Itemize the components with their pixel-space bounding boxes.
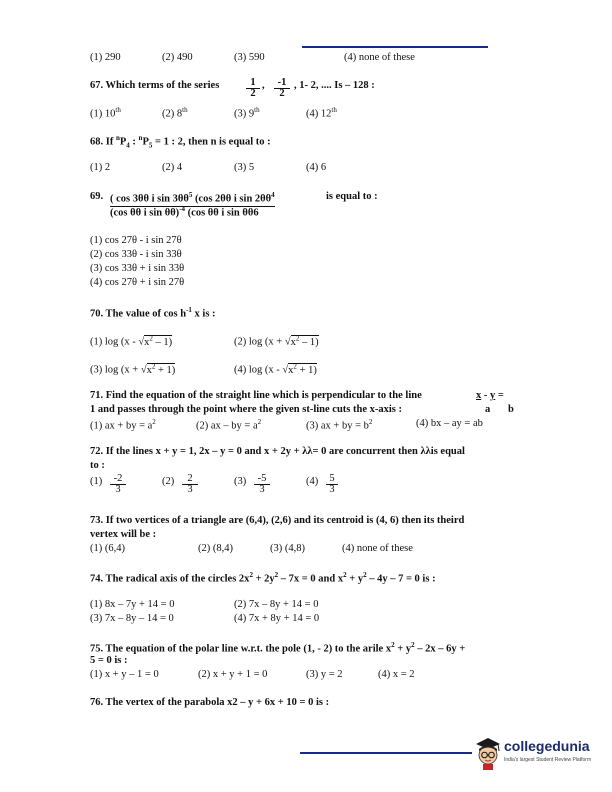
q73-line-1: 73. If two vertices of a triangle are (6,4), (2,6) and its centroid is (4, 6) then its theird bbox=[90, 515, 465, 526]
q67-option-1: (1) 10th bbox=[90, 106, 121, 120]
top-rule bbox=[302, 46, 488, 48]
q72-option-1-label: (1) bbox=[90, 476, 103, 487]
q74-option-2: (2) 7x – 8y + 14 = 0 bbox=[234, 599, 319, 610]
q67-fraction-1: $\frac{1}{2}$ bbox=[246, 78, 260, 99]
q72-line-1: 72. If the lines x + y = 1, 2x – y = 0 and x + 2y + λλ= 0 are concurrent then λλis equal bbox=[90, 446, 465, 457]
q75-option-3: (3) y = 2 bbox=[306, 669, 343, 680]
q70-stem: 70. The value of $\cos h^{-1}$ x is : bbox=[90, 306, 216, 320]
q71-option-3: (3) ax + by = $b^2$ bbox=[306, 418, 373, 432]
mascot-icon bbox=[474, 736, 502, 770]
q72-line-2: to : bbox=[90, 460, 105, 471]
q72-option-4-fraction: $\frac{5}{3}$ bbox=[326, 474, 338, 495]
q75-line-1: 75. The equation of the polar line w.r.t. the pole (1, - 2) to the arile $x^2 + y^2 - 2x - 6y$ + bbox=[90, 641, 466, 655]
q68-option-3: (3) 5 bbox=[234, 162, 255, 173]
q66-option-1: (1) 290 bbox=[90, 52, 121, 63]
q73-option-4: (4) none of these bbox=[342, 543, 413, 554]
q71-option-4: (4) bx – ay = ab bbox=[416, 418, 483, 429]
q71-line-1: 71. Find the equation of the straight line which is perpendicular to the line bbox=[90, 390, 422, 401]
q67-series-rest: , 1- 2, .... Is – 128 : bbox=[294, 80, 375, 91]
q67-option-4: (4) 12th bbox=[306, 106, 337, 120]
q74-option-4: (4) 7x + 8y + 14 = 0 bbox=[234, 613, 320, 624]
q72-option-4-label: (4) bbox=[306, 476, 319, 487]
q69-option-3: (3) cos 33θ + i sin 33θ bbox=[90, 263, 185, 274]
q66-option-4: (4) none of these bbox=[344, 52, 415, 63]
q70-option-3: (3) $\log (x + √x^2 + 1)$ bbox=[90, 362, 176, 376]
q71-a-denominator: a bbox=[485, 404, 491, 415]
q66-option-3: (3) 590 bbox=[234, 52, 265, 63]
q67-option-3: (3) 9th bbox=[234, 106, 260, 120]
q69-denominator: (cos θθ i sin θθ)$^{-4}$ (cos θθ i sin θθ6 bbox=[110, 205, 259, 219]
q73-option-2: (2) (8,4) bbox=[198, 543, 233, 554]
q69-option-4: (4) cos 27θ + i sin 27θ bbox=[90, 277, 185, 288]
q67-stem: 67. Which terms of the series bbox=[90, 80, 220, 91]
q75-line-2: 5 = 0 is : bbox=[90, 655, 128, 666]
q70-option-1: (1) $\log (x - √x^2 - 1)$ bbox=[90, 334, 173, 348]
q72-option-1-fraction: $\frac{-2}{3}$ bbox=[110, 474, 126, 495]
q72-option-2-label: (2) bbox=[162, 476, 175, 487]
q69-option-2: (2) cos 33θ - i sin 33θ bbox=[90, 249, 182, 260]
q68-option-1: (1) 2 bbox=[90, 162, 111, 173]
q75-option-1: (1) x + y – 1 = 0 bbox=[90, 669, 159, 680]
q73-option-1: (1) (6,4) bbox=[90, 543, 125, 554]
q67-fraction-2: $\frac{-1}{2}$ bbox=[274, 78, 290, 99]
q75-option-4: (4) x = 2 bbox=[378, 669, 415, 680]
q73-line-2: vertex will be : bbox=[90, 529, 157, 540]
q72-option-2-fraction: $\frac{2}{3}$ bbox=[182, 474, 198, 495]
q72-option-3-label: (3) bbox=[234, 476, 247, 487]
q74-option-3: (3) 7x – 8y – 14 = 0 bbox=[90, 613, 174, 624]
q71-x-term: x - y = bbox=[476, 390, 504, 401]
q70-option-2: (2) $\log (x + √x^2 - 1)$ bbox=[234, 334, 319, 348]
q69-number: 69. bbox=[90, 191, 104, 202]
bottom-rule bbox=[300, 752, 472, 754]
q70-option-4: (4) $\log (x - √x^2 + 1)$ bbox=[234, 362, 317, 376]
q66-option-2: (2) 490 bbox=[162, 52, 193, 63]
q68-stem: 68. If $^nP_4$ : $^nP_5 = 1$ : 2, then n is equal to : bbox=[90, 134, 271, 150]
q69-numerator: ( cos 3θθ i $\sin 3\theta\theta^5$ (cos 2θθ i $\sin 2\theta\theta^4$ bbox=[110, 191, 275, 205]
q71-line-2: 1 and passes through the point where the given st-line cuts the x-axis : bbox=[90, 404, 403, 415]
q76-stem: 76. The vertex of the parabola x2 – y + 6x + 10 = 0 is : bbox=[90, 697, 330, 708]
q72-option-3-fraction: $\frac{-5}{3}$ bbox=[254, 474, 270, 495]
q73-option-3: (3) (4,8) bbox=[270, 543, 305, 554]
q67-option-2: (2) 8th bbox=[162, 106, 188, 120]
q71-option-2: (2) ax – by = $a^2$ bbox=[196, 418, 262, 432]
q71-b-denominator: b bbox=[508, 404, 514, 415]
q75-option-2: (2) x + y + 1 = 0 bbox=[198, 669, 268, 680]
q74-option-1: (1) 8x – 7y + 14 = 0 bbox=[90, 599, 175, 610]
q69-tail: is equal to : bbox=[326, 191, 378, 202]
q68-option-2: (2) 4 bbox=[162, 162, 183, 173]
q68-option-4: (4) 6 bbox=[306, 162, 327, 173]
brand-tagline: India's largest Student Review Platform bbox=[504, 757, 592, 763]
q74-stem: 74. The radical axis of the circles $2x^2 + 2y^2 - 7x = 0$ and $x^2 + y^2 - 4y - 7 = 0$ is : bbox=[90, 571, 436, 585]
q71-option-1: (1) ax + by = $a^2$ bbox=[90, 418, 156, 432]
q69-option-1: (1) cos 27θ - i sin 27θ bbox=[90, 235, 182, 246]
brand-name: collegedunia bbox=[504, 738, 590, 754]
q67-comma: , bbox=[262, 80, 265, 91]
